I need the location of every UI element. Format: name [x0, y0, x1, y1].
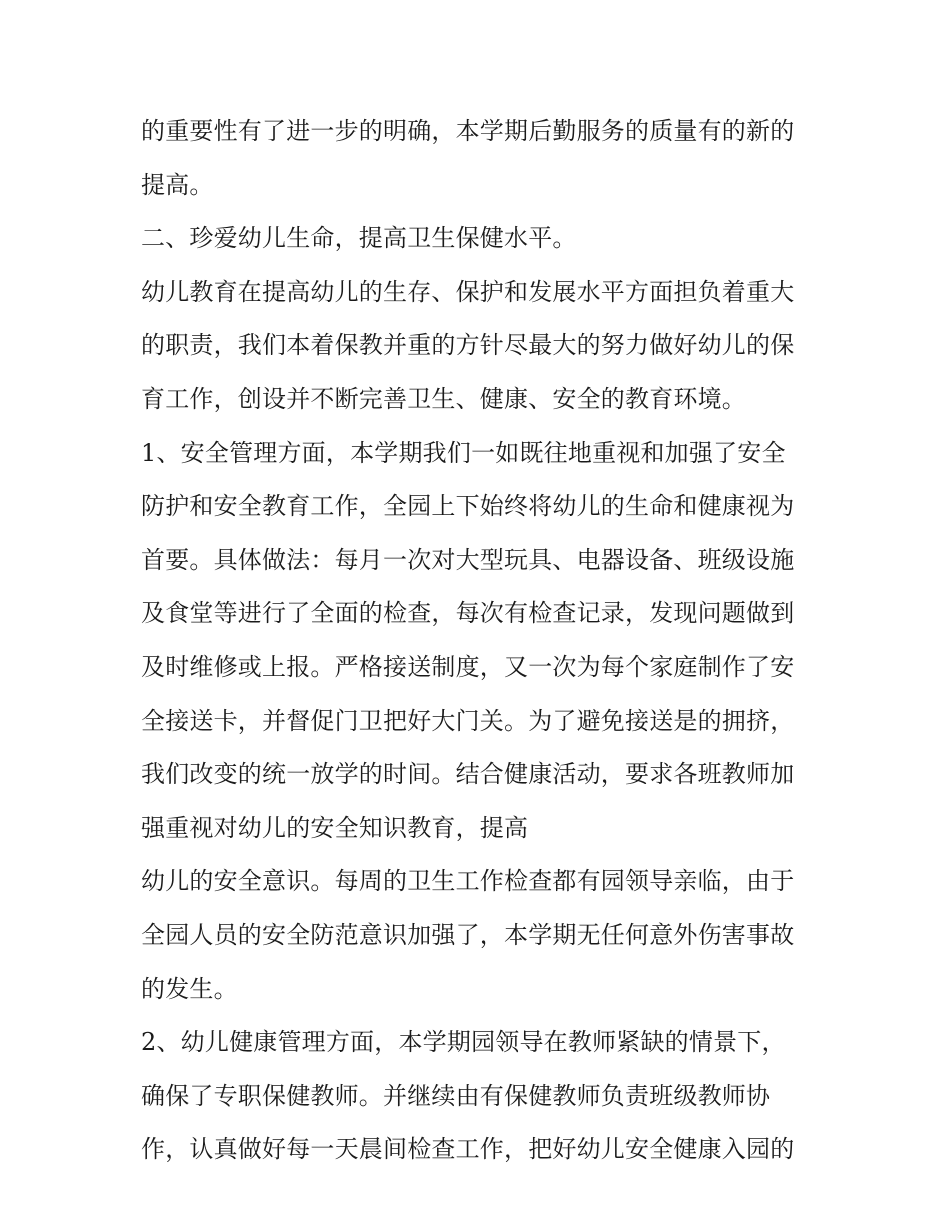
text-line: 2、幼儿健康管理方面，本学期园领导在教师紧缺的情景下，: [141, 1028, 786, 1057]
text-line: 提高。: [141, 170, 214, 199]
text-line: 作，认真做好每一天晨间检查工作，把好幼儿安全健康入园的: [141, 1135, 795, 1164]
section-heading: 二、珍爱幼儿生命，提高卫生保健水平。: [141, 224, 577, 253]
text-line: 的职责，我们本着保教并重的方针尽最大的努力做好幼儿的保: [141, 331, 795, 360]
text-line: 首要。具体做法：每月一次对大型玩具、电器设备、班级设施: [141, 545, 795, 574]
text-line: 及时维修或上报。严格接送制度，又一次为每个家庭制作了安: [141, 652, 795, 681]
text-line: 全园人员的安全防范意识加强了，本学期无任何意外伤害事故: [141, 920, 795, 949]
text-line: 防护和安全教育工作，全园上下始终将幼儿的生命和健康视为: [141, 492, 795, 521]
text-line: 育工作，创设并不断完善卫生、健康、安全的教育环境。: [141, 384, 746, 413]
text-line: 的重要性有了进一步的明确，本学期后勤服务的质量有的新的: [141, 117, 795, 145]
text-line: 的发生。: [141, 974, 238, 1003]
text-line: 我们改变的统一放学的时间。结合健康活动，要求各班教师加: [141, 760, 795, 789]
text-line: 全接送卡，并督促门卫把好大门关。为了避免接送是的拥挤，: [141, 706, 795, 735]
body-text: [141, 105, 821, 1177]
text-line: 确保了专职保健教师。并继续由有保健教师负责班级教师协: [141, 1081, 771, 1110]
text-line: 1、安全管理方面，本学期我们一如既往地重视和加强了安全: [141, 438, 786, 467]
text-line: 强重视对幼儿的安全知识教育，提高: [141, 813, 529, 842]
text-line: 幼儿教育在提高幼儿的生存、保护和发展水平方面担负着重大: [141, 277, 795, 306]
text-line: 及食堂等进行了全面的检查，每次有检查记录，发现问题做到: [141, 599, 795, 628]
text-line: 幼儿的安全意识。每周的卫生工作检查都有园领导亲临，由于: [141, 867, 795, 896]
